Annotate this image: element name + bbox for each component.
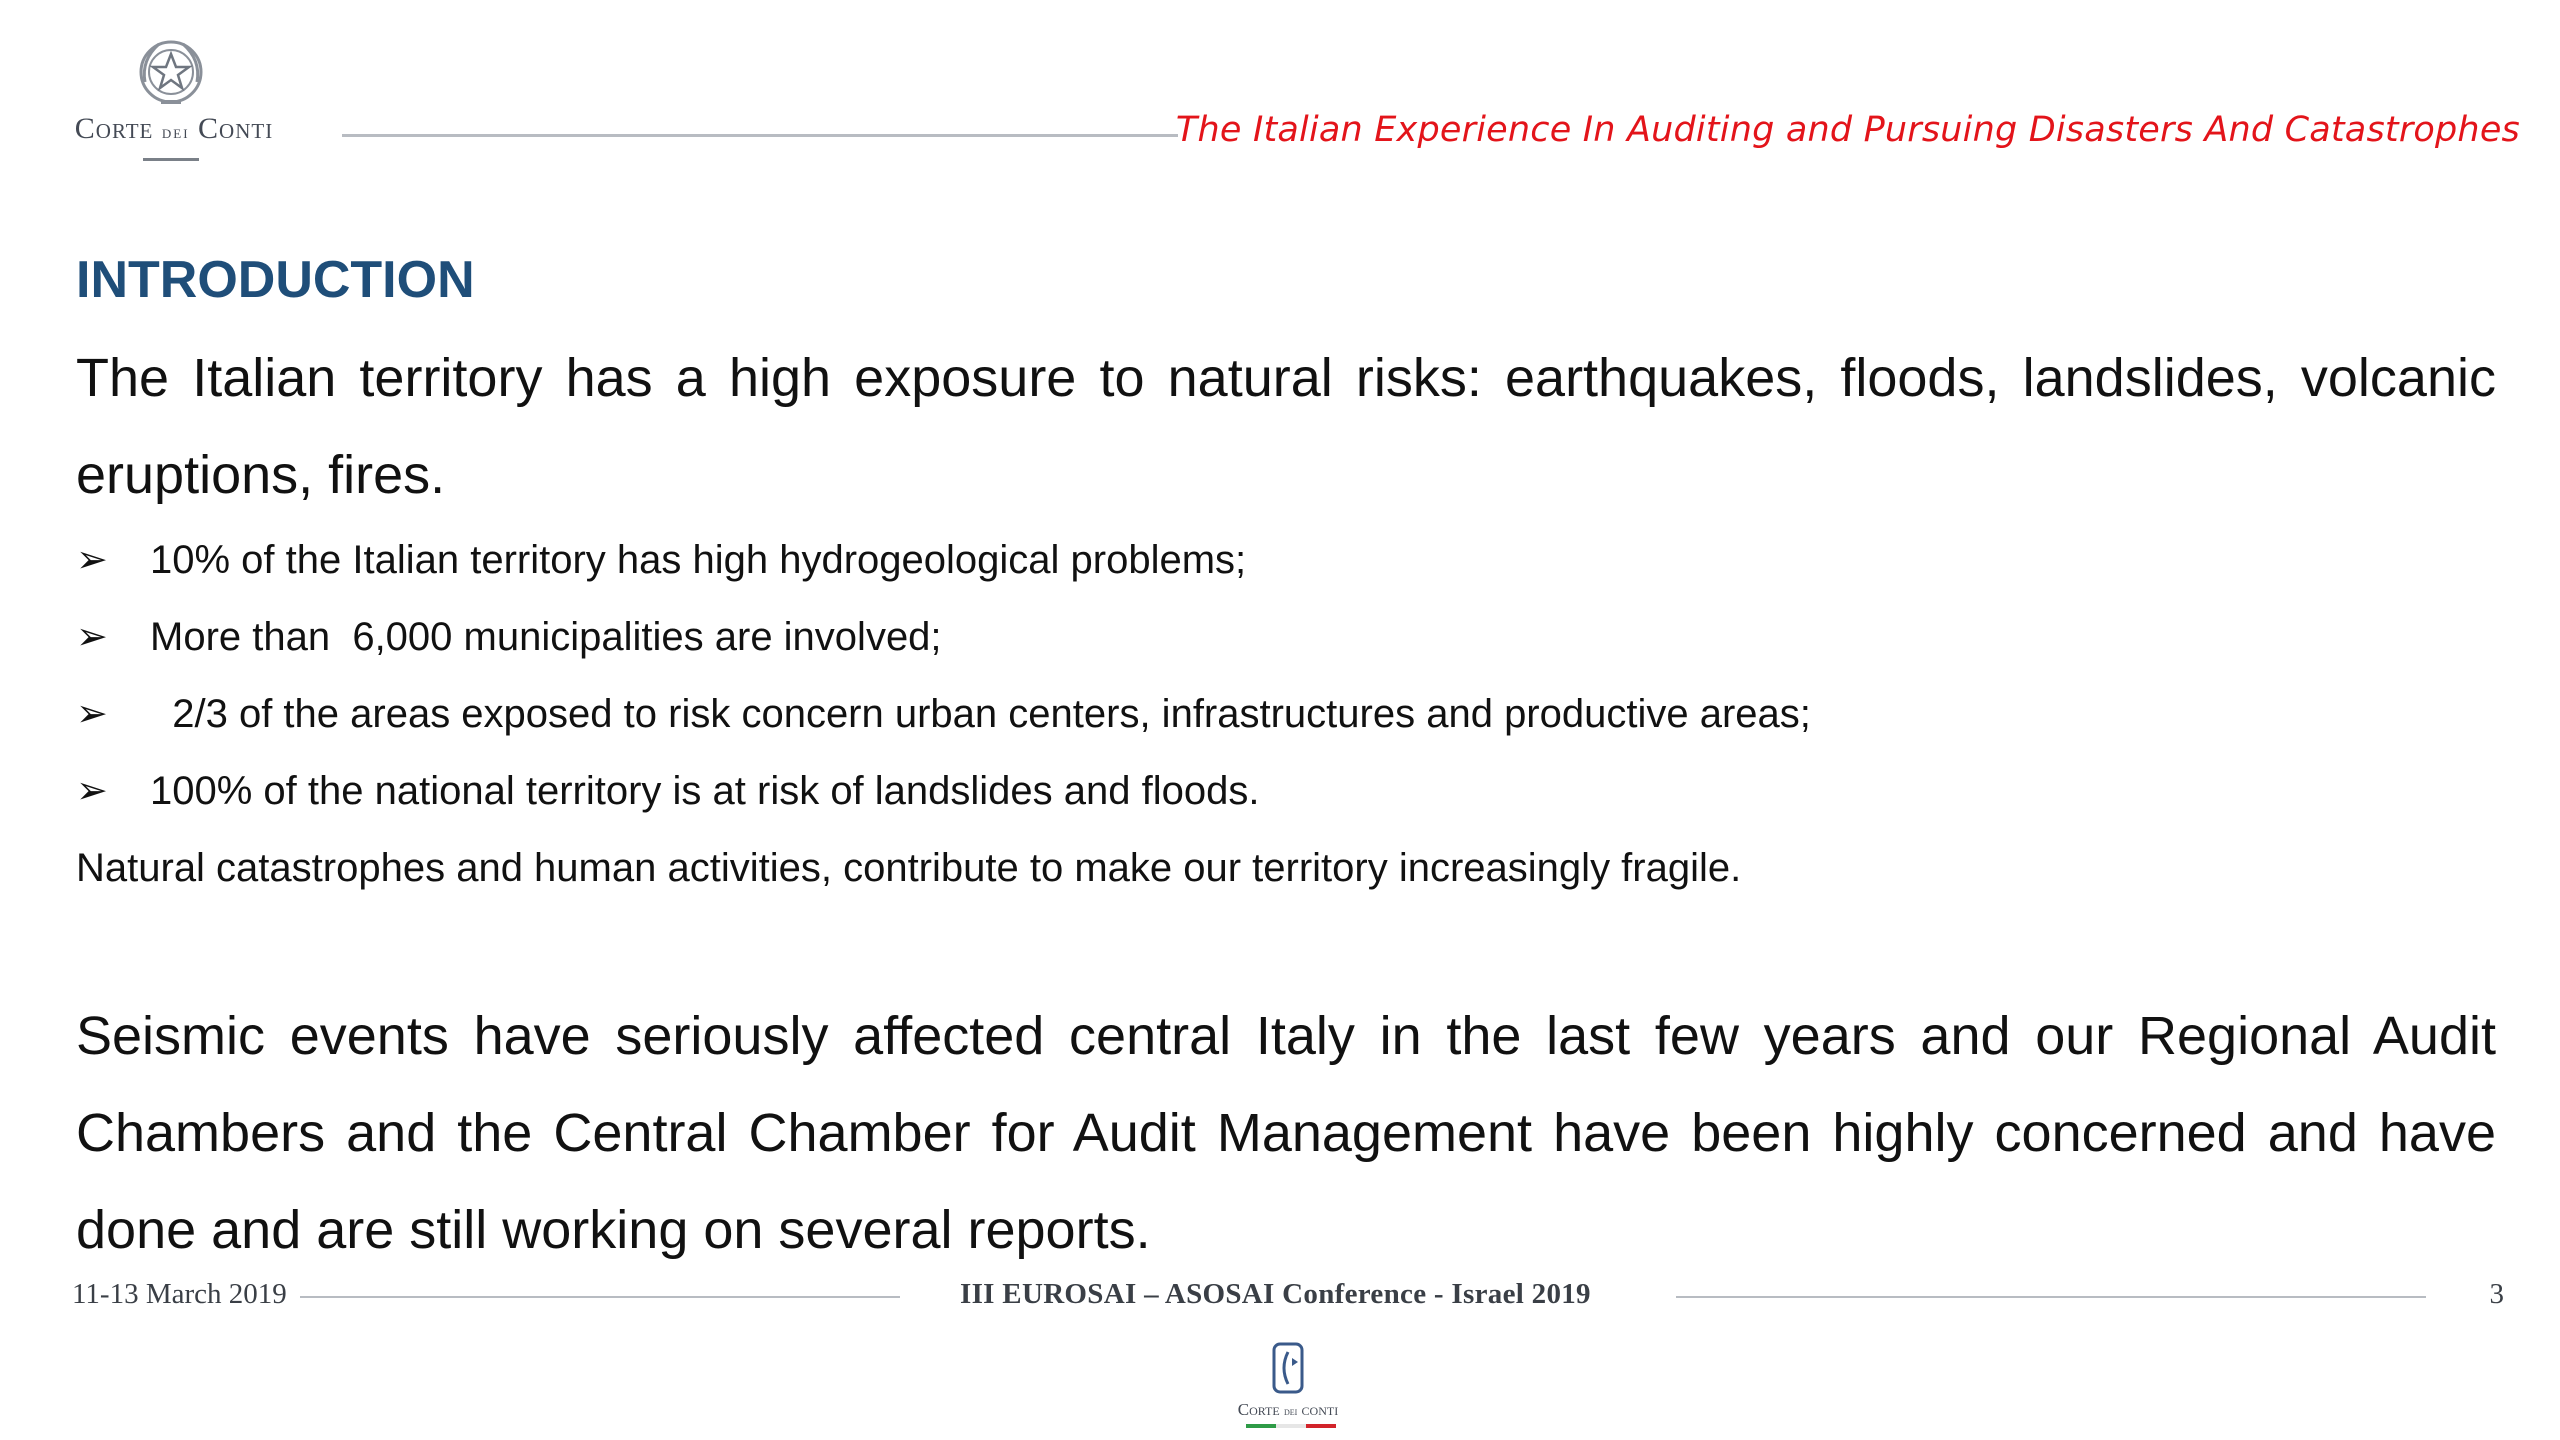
seismic-paragraph: Seismic events have seriously affected central Italy in the last few years and our Regional Audit Chambers and the Central Chamber for Audit Management have been highly concerned and have done and are still working on several reports.	[76, 1006, 2496, 1260]
flag-red	[1306, 1424, 1336, 1428]
bullet-text: More than 6,000 municipalities are involved;	[150, 615, 942, 659]
list-item	[76, 684, 2496, 761]
list-item	[76, 761, 2496, 838]
closing-sentence: Natural catastrophes and human activities, contribute to make our territory increasingly fragile.	[76, 846, 1742, 890]
intro-paragraph: The Italian territory has a high exposure to natural risks: earthquakes, floods, landslides, volcanic eruptions, fires.	[76, 348, 2496, 505]
arrow-bullet-icon: ➢	[76, 539, 108, 581]
header-title: The Italian Experience In Auditing and Pursuing Disasters And Catastrophes	[1175, 110, 2520, 150]
footer-divider-left	[300, 1296, 900, 1298]
footer-divider-right	[1676, 1296, 2426, 1298]
emblem-icon	[131, 30, 211, 110]
list-item	[76, 530, 2496, 607]
logo-text: Corte dei Conti	[74, 112, 274, 145]
bullet-text: 2/3 of the areas exposed to risk concern urban centers, infrastructures and productive areas;	[150, 692, 1811, 736]
footer-logo-text: Corte dei conti	[1237, 1400, 1339, 1419]
footer-date: 11-13 March 2019	[72, 1278, 287, 1310]
header-divider	[342, 134, 1178, 137]
list-item	[76, 607, 2496, 684]
bullet-text: 10% of the Italian territory has high hydrogeological problems;	[150, 538, 1247, 582]
arrow-bullet-icon: ➢	[76, 770, 108, 812]
arrow-bullet-icon: ➢	[76, 693, 108, 735]
page-number: 3	[2489, 1278, 2504, 1310]
arrow-bullet-icon: ➢	[76, 616, 108, 658]
flag-white	[1276, 1424, 1306, 1428]
bullet-text: 100% of the national territory is at risk of landslides and floods.	[150, 769, 1260, 813]
flag-green	[1246, 1424, 1276, 1428]
footer-conference: III EUROSAI – ASOSAI Conference - Israel 2019	[960, 1278, 1591, 1310]
footer-emblem-icon	[1268, 1340, 1308, 1396]
bullet-list	[76, 530, 2496, 838]
italian-flag-stripe	[1246, 1424, 1336, 1428]
section-title: INTRODUCTION	[76, 251, 475, 309]
logo-underline	[143, 158, 199, 161]
